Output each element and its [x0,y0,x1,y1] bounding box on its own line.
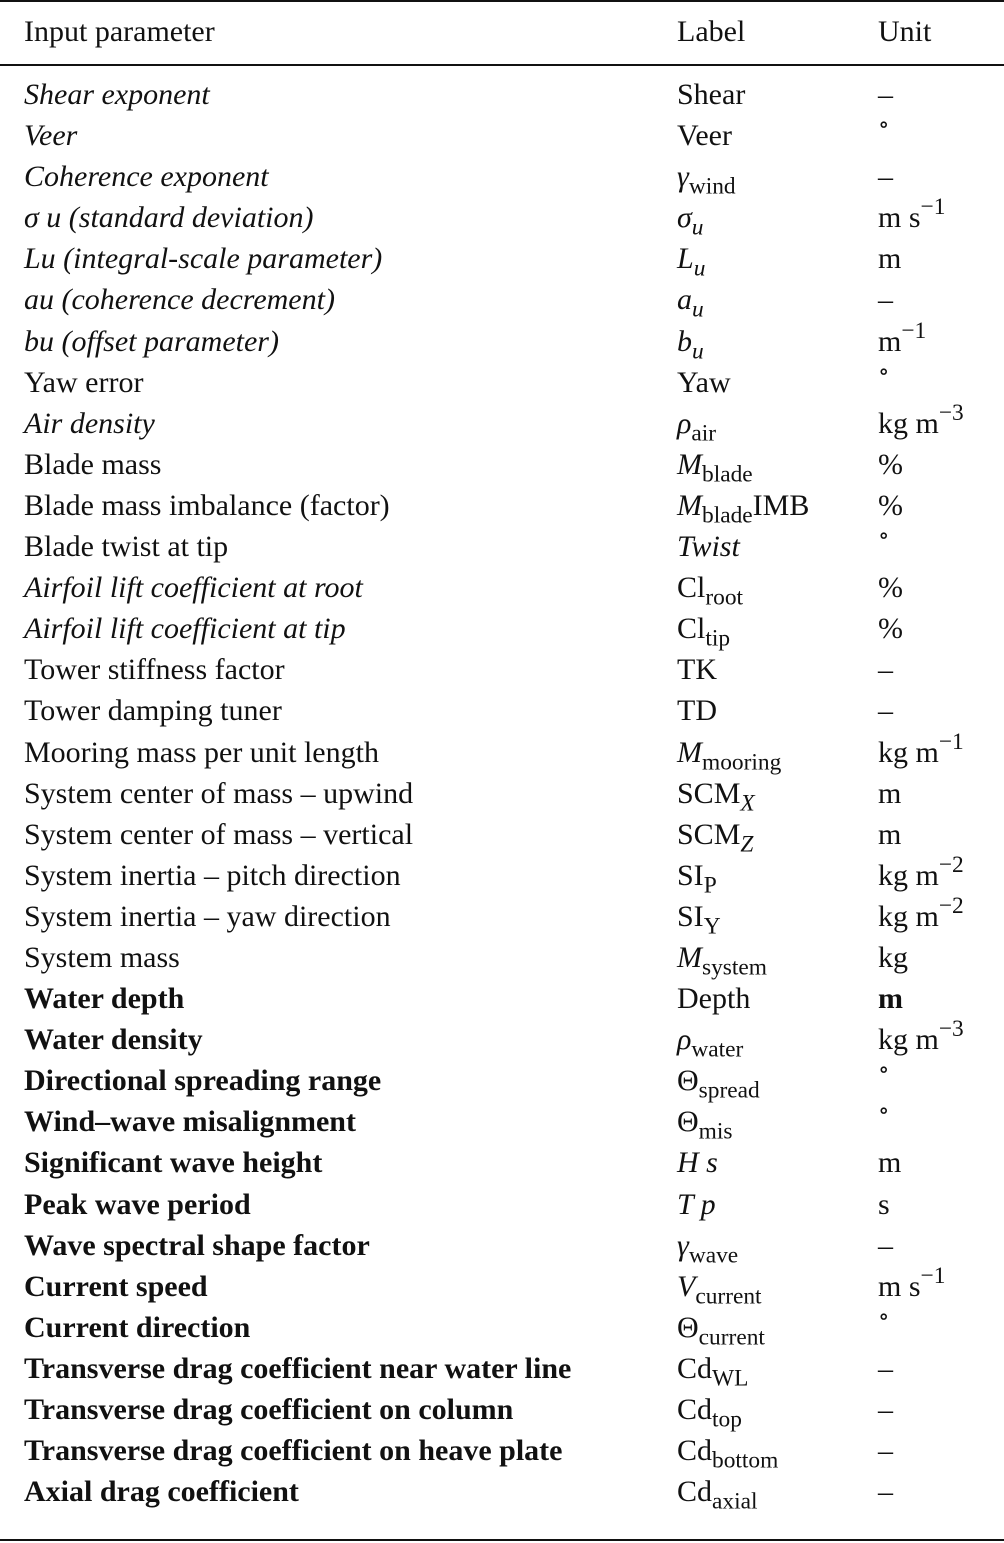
unit-base: m [878,776,902,810]
parameter-name: Lu (integral-scale parameter) [24,242,383,276]
label-subscript: system [702,954,767,981]
unit-exponent: −2 [938,893,964,920]
label-symbol: SI [677,858,704,892]
label-symbol: Shear [677,78,746,111]
unit-exponent: −1 [920,1262,946,1289]
unit-base: m s [878,1269,921,1303]
label-symbol: SCM [677,776,741,810]
unit-base: m [878,1146,902,1180]
degree-icon: ∘ [878,1303,890,1330]
parameter-label [677,115,732,156]
parameter-unit [878,893,964,937]
unit-exponent: −1 [901,317,927,344]
label-symbol: ρ [677,406,692,440]
parameter-unit [878,523,890,567]
parameter-label [677,978,750,1019]
parameter-label [677,1142,718,1183]
label-subscript: mooring [702,748,782,775]
degree-icon: ∘ [878,1098,890,1125]
unit-base: – [878,1475,893,1509]
label-symbol: Twist [677,530,740,564]
label-subscript: Z [740,831,754,858]
parameter-name: Water density [24,1023,203,1057]
label-symbol: a [677,283,692,317]
label-symbol: M [677,735,702,769]
label-subscript: blade [702,502,753,529]
parameter-name: Tower stiffness factor [24,653,285,687]
table-row [0,358,1004,403]
parameter-name: Water depth [24,982,185,1016]
parameter-unit [878,1303,890,1348]
parameter-name: Wind–wave misalignment [24,1105,356,1139]
unit-exponent: −2 [938,851,964,878]
parameter-unit [878,444,903,485]
table-top-rule [0,0,1004,2]
label-subscript: P [703,872,717,899]
table-row [0,1303,1004,1351]
label-symbol: ρ [677,1023,692,1057]
table-row [0,1262,1004,1310]
table-row [0,1225,1004,1269]
table-row [0,978,1004,1019]
parameter-label [677,1101,733,1145]
parameter-label [677,690,717,731]
table-row [0,444,1004,488]
label-subscript: blade [702,461,753,488]
label-subscript: tip [705,625,731,652]
parameter-unit [878,1389,893,1430]
parameter-label [677,896,721,940]
table-row [0,1098,1004,1145]
label-subscript: spread [698,1077,760,1104]
parameter-label [677,1019,744,1063]
table-row [0,937,1004,981]
table-row [0,851,1004,899]
unit-base: – [878,78,893,111]
parameter-name: System inertia – yaw direction [24,899,391,933]
label-symbol: SI [677,899,704,933]
parameter-label [677,362,731,403]
unit-base: % [878,488,903,522]
parameter-unit [878,317,927,362]
table-row [0,523,1004,567]
parameter-label [677,1389,742,1433]
table-row [0,690,1004,731]
unit-base: – [878,1351,893,1385]
parameter-name: Yaw error [24,365,144,399]
table-row [0,773,1004,817]
parameter-name: System inertia – pitch direction [24,858,401,892]
table-row [0,893,1004,940]
table-header-rule [0,64,1004,66]
parameter-label [677,321,704,365]
table-row [0,279,1004,323]
label-symbol: M [677,447,702,481]
table-row [0,1142,1004,1183]
label-symbol: TK [677,653,717,687]
table-row [0,112,1004,156]
parameter-name: Shear exponent [24,78,210,111]
label-subscript: root [705,584,744,611]
header-input-parameter: Input parameter [24,15,215,48]
unit-exponent: −3 [938,1016,964,1043]
label-subscript: u [692,296,704,323]
table-row [0,814,1004,858]
unit-base: – [878,653,893,687]
parameter-label [677,1348,749,1392]
parameter-label [677,1266,762,1310]
label-subscript: wind [688,173,736,200]
table-row [0,1430,1004,1474]
label-symbol: Θ [677,1105,699,1139]
label-symbol: T p [677,1187,716,1221]
table-row [0,1016,1004,1063]
parameter-name: System center of mass – upwind [24,776,414,810]
label-symbol: γ [677,1228,689,1262]
label-symbol: Cd [677,1434,713,1468]
parameter-name: System mass [24,940,180,974]
parameter-unit [878,851,964,896]
degree-icon: ∘ [878,1057,890,1084]
unit-base: kg [878,940,908,974]
label-symbol: Depth [677,982,751,1016]
table-row [0,317,1004,365]
label-subscript: u [692,338,704,365]
label-symbol: Cl [677,612,706,646]
parameter-unit [878,194,946,238]
label-symbol: M [677,488,702,522]
degree-icon: ∘ [878,523,890,550]
parameter-label [677,814,754,858]
parameter-unit [878,279,893,320]
label-symbol: γ [677,160,689,194]
label-symbol: L [677,242,694,276]
parameter-label [677,608,731,652]
unit-base: kg m [878,406,939,440]
table-row [0,1389,1004,1433]
table-row [0,238,1004,282]
unit-base: % [878,571,903,605]
table-row [0,399,1004,447]
parameter-label [677,156,736,200]
label-symbol: Veer [677,119,732,153]
parameter-unit [878,937,908,978]
label-subscript: current [698,1324,765,1351]
unit-base: kg m [878,735,939,769]
parameter-unit [878,74,893,115]
label-subscript: bottom [712,1447,779,1474]
parameter-name: Blade twist at tip [24,530,229,564]
table-row [0,74,1004,115]
parameter-unit [878,156,893,197]
parameter-name: au (coherence decrement) [24,283,335,317]
parameter-name: Blade mass [24,447,162,481]
unit-exponent: −1 [920,194,946,221]
table-row [0,649,1004,690]
parameter-name: Airfoil lift coefficient at root [24,571,363,605]
unit-base: kg m [878,899,939,933]
unit-base: % [878,612,903,646]
table-row [0,1057,1004,1104]
parameter-name: Coherence exponent [24,160,269,194]
label-subscript: air [691,420,717,447]
unit-base: kg m [878,1023,939,1057]
parameter-label [677,197,704,241]
parameter-name: Airfoil lift coefficient at tip [24,612,346,646]
label-subscript: u [693,255,706,282]
parameter-unit [878,1016,964,1060]
table-row [0,1184,1004,1225]
label-symbol: Yaw [677,365,731,399]
parameter-label [677,485,810,529]
label-subscript: current [695,1283,762,1310]
label-subscript: mis [698,1118,733,1145]
unit-base: – [878,283,893,317]
parameter-unit [878,978,903,1019]
parameter-name: Veer [24,119,78,153]
label-symbol: SCM [677,817,741,851]
parameter-label [677,403,717,447]
table-bottom-rule [0,1539,1004,1541]
label-subscript: Y [703,913,721,940]
parameter-unit [878,1057,890,1101]
parameter-name: Transverse drag coefficient on column [24,1393,514,1426]
parameter-name: bu (offset parameter) [24,324,279,358]
label-symbol: Cd [677,1393,713,1426]
parameter-unit [878,1262,946,1307]
parameter-name: Tower damping tuner [24,694,282,728]
parameter-label [677,1060,760,1104]
degree-icon: ∘ [878,358,890,385]
parameter-name: σ u (standard deviation) [24,201,314,235]
parameter-name: Transverse drag coefficient on heave plate [24,1434,563,1468]
table-row [0,194,1004,241]
label-symbol: H s [677,1146,718,1180]
unit-base: m [878,817,902,851]
parameter-name: Current speed [24,1269,208,1303]
table-row [0,728,1004,775]
parameter-name: Transverse drag coefficient near water line [24,1351,572,1385]
parameter-name: Significant wave height [24,1146,323,1180]
table-row [0,1471,1004,1515]
unit-base: m [878,242,902,276]
parameter-unit [878,690,893,731]
label-symbol: Θ [677,1064,699,1098]
parameter-unit [878,1098,890,1142]
unit-exponent: −1 [938,728,964,755]
unit-base: m [878,324,902,358]
label-symbol: M [677,940,702,974]
label-subscript: WL [712,1365,749,1392]
label-symbol: TD [677,694,717,728]
label-suffix: IMB [752,488,810,522]
table-row [0,156,1004,200]
parameter-unit [878,1184,890,1225]
parameter-label [677,1225,739,1269]
parameter-label [677,1184,716,1225]
parameter-label [677,444,753,488]
unit-base: % [878,447,903,481]
parameter-name: Peak wave period [24,1187,251,1221]
parameter-name: Blade mass imbalance (factor) [24,488,390,522]
parameter-name: Air density [24,406,155,440]
parameter-label [677,1471,758,1515]
table-row [0,485,1004,529]
parameter-name: Axial drag coefficient [24,1475,299,1509]
unit-base: s [878,1187,890,1221]
parameter-unit [878,1471,893,1512]
parameter-name: System center of mass – vertical [24,817,414,851]
header-label: Label [677,15,746,48]
degree-icon: ∘ [878,112,890,139]
unit-base: – [878,1228,893,1262]
parameter-unit [878,238,901,279]
parameter-unit [878,649,893,690]
table-row [0,1348,1004,1392]
parameter-name: Wave spectral shape factor [24,1228,370,1262]
unit-base: – [878,160,893,194]
parameter-unit [878,1225,893,1266]
unit-exponent: −3 [938,399,964,426]
parameter-unit [878,773,901,814]
unit-base: – [878,1434,893,1468]
label-symbol: b [677,324,692,358]
parameter-name: Directional spreading range [24,1064,382,1098]
label-subscript: axial [712,1488,758,1515]
parameter-unit [878,728,964,773]
header-unit: Unit [878,15,932,48]
parameter-unit [878,567,903,608]
table-row [0,567,1004,611]
label-symbol: σ [677,201,692,235]
parameter-label [677,937,767,981]
unit-base: kg m [878,858,939,892]
label-symbol: Θ [677,1310,699,1344]
parameter-unit [878,112,890,156]
unit-base: m [878,982,903,1016]
label-symbol: Cl [677,571,706,605]
unit-base: m s [878,201,921,235]
parameter-label [677,238,706,282]
label-subscript: X [740,790,755,817]
parameter-name: Current direction [24,1310,251,1344]
parameter-unit [878,1142,901,1183]
parameter-label [677,732,781,773]
label-subscript: top [712,1406,742,1433]
parameter-unit [878,1348,893,1389]
parameter-unit [878,358,890,403]
table-body [0,74,1004,1515]
label-subscript: wave [688,1242,739,1269]
table-row [0,608,1004,652]
unit-base: – [878,1393,893,1426]
parameter-label [677,1307,765,1351]
parameter-label [677,1430,779,1474]
parameter-label [677,773,755,817]
parameter-unit [878,485,903,526]
parameter-unit [878,399,964,444]
label-symbol: Cd [677,1351,713,1385]
parameter-label [677,567,744,611]
parameter-unit [878,814,901,855]
label-subscript: water [691,1036,744,1063]
parameter-label [677,855,717,899]
parameter-name: Mooring mass per unit length [24,735,379,769]
parameter-unit [878,1430,893,1471]
parameter-label [677,74,745,115]
parameter-label [677,526,740,567]
label-subscript: u [691,214,704,241]
unit-base: – [878,694,893,728]
parameter-label [677,279,704,323]
parameter-unit [878,608,903,649]
parameter-label [677,649,717,690]
label-symbol: Cd [677,1475,713,1509]
label-symbol: V [677,1269,696,1303]
